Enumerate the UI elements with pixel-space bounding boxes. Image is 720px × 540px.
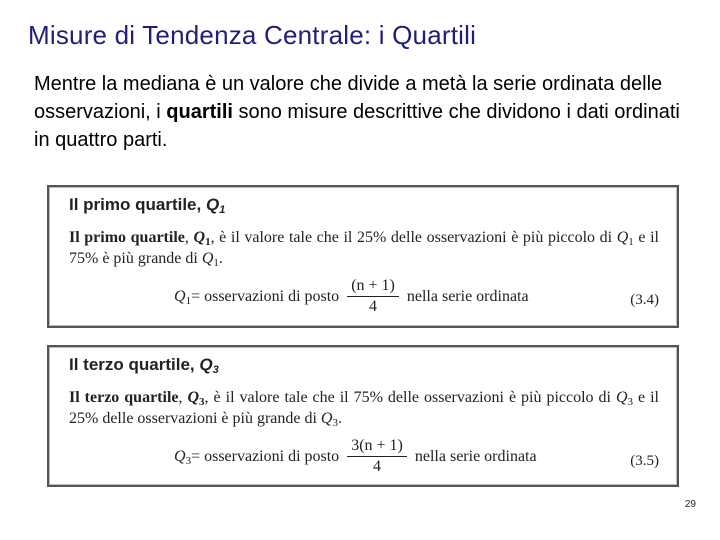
definition-text-2: e il 75% è più grande di [69, 229, 660, 267]
formula-symbol: Q [174, 287, 186, 305]
fraction-denominator: 4 [373, 458, 382, 475]
formula-subscript: 3 [185, 454, 192, 467]
first-quartile-box [47, 185, 679, 328]
symbol-letter: Q [199, 355, 213, 374]
definition-subscript: 1 [205, 236, 211, 248]
formula-equals-text: = osservazioni di posto [191, 447, 340, 465]
equation-number: (3.5) [630, 453, 659, 469]
formula-fraction [347, 437, 407, 476]
definition-symbol: Q [187, 389, 200, 406]
formula-lhs [174, 448, 191, 466]
first-quartile-definition: Il primo quartile, $Q_1$, è il valore tale che il 25% delle osservazioni è più piccolo di $Q_1$ e il 75% è più grande di $Q_1$. [69, 229, 660, 269]
fraction-denominator: 4 [369, 298, 378, 315]
formula-fraction [347, 277, 399, 316]
third-quartile-box [47, 345, 679, 487]
third-quartile-heading [69, 355, 219, 375]
definition-term: Il primo quartile [69, 229, 185, 246]
symbol-letter: Q [205, 195, 220, 214]
symbol-subscript: 3 [212, 364, 219, 376]
page-number: 29 [684, 499, 696, 510]
third-quartile-definition: Il terzo quartile, $Q_3$, è il valore tale che il 75% delle osservazioni è più piccolo di $Q_3$ e il 25% delle osservazioni è più grande di $Q_3$. [69, 389, 659, 429]
first-quartile-heading [69, 195, 225, 215]
formula-lhs [174, 288, 191, 306]
intro-keyword: quartili [166, 101, 233, 123]
definition-subscript-3: 1 [213, 257, 219, 269]
formula-tail: nella serie ordinata [406, 287, 529, 305]
definition-subscript-2: 1 [628, 236, 634, 248]
formula-symbol: Q [174, 447, 186, 465]
first-quartile-formula [174, 277, 529, 316]
formula-subscript: 1 [185, 294, 192, 307]
formula-tail: nella serie ordinata [414, 447, 537, 465]
fraction-numerator: (n + 1) [347, 277, 399, 297]
fraction-numerator: 3(n + 1) [347, 437, 407, 457]
intro-paragraph [34, 70, 694, 154]
intro-text-start: Mentre la mediana è un valore che divide a metà la serie ordinata delle osservazioni, i [34, 73, 663, 123]
third-quartile-formula [174, 437, 537, 476]
intro-text-end: sono misure descrittive che dividono i dati ordinati in quattro parti. [34, 101, 680, 151]
definition-subscript: 3 [199, 396, 205, 408]
definition-symbol-3: Q [201, 250, 214, 267]
definition-symbol-3: Q [320, 410, 333, 427]
heading-symbol [199, 355, 218, 374]
equation-number: (3.4) [630, 292, 659, 308]
definition-subscript-2: 3 [627, 396, 634, 408]
slide-title: Misure di Tendenza Centrale: i Quartili [28, 20, 477, 50]
definition-symbol-2: Q [616, 229, 629, 246]
definition-end: . [337, 410, 342, 427]
definition-subscript-3: 3 [332, 417, 338, 429]
heading-text: Il primo quartile, [69, 195, 202, 214]
formula-equals-text: = osservazioni di posto [191, 287, 340, 305]
definition-text-1: , è il valore tale che il 25% delle osservazioni è più piccolo di [210, 229, 617, 246]
definition-symbol-2: Q [615, 389, 628, 406]
definition-term: Il terzo quartile [69, 389, 179, 406]
symbol-subscript: 1 [219, 204, 226, 216]
definition-end: . [218, 250, 223, 267]
definition-text-1: , è il valore tale che il 75% delle osservazioni è più piccolo di [204, 389, 616, 406]
definition-symbol: Q [193, 229, 206, 246]
definition-text-2: e il 25% delle osservazioni è più grande di [69, 389, 659, 427]
heading-symbol [206, 195, 225, 214]
heading-text: Il terzo quartile, [69, 355, 195, 374]
